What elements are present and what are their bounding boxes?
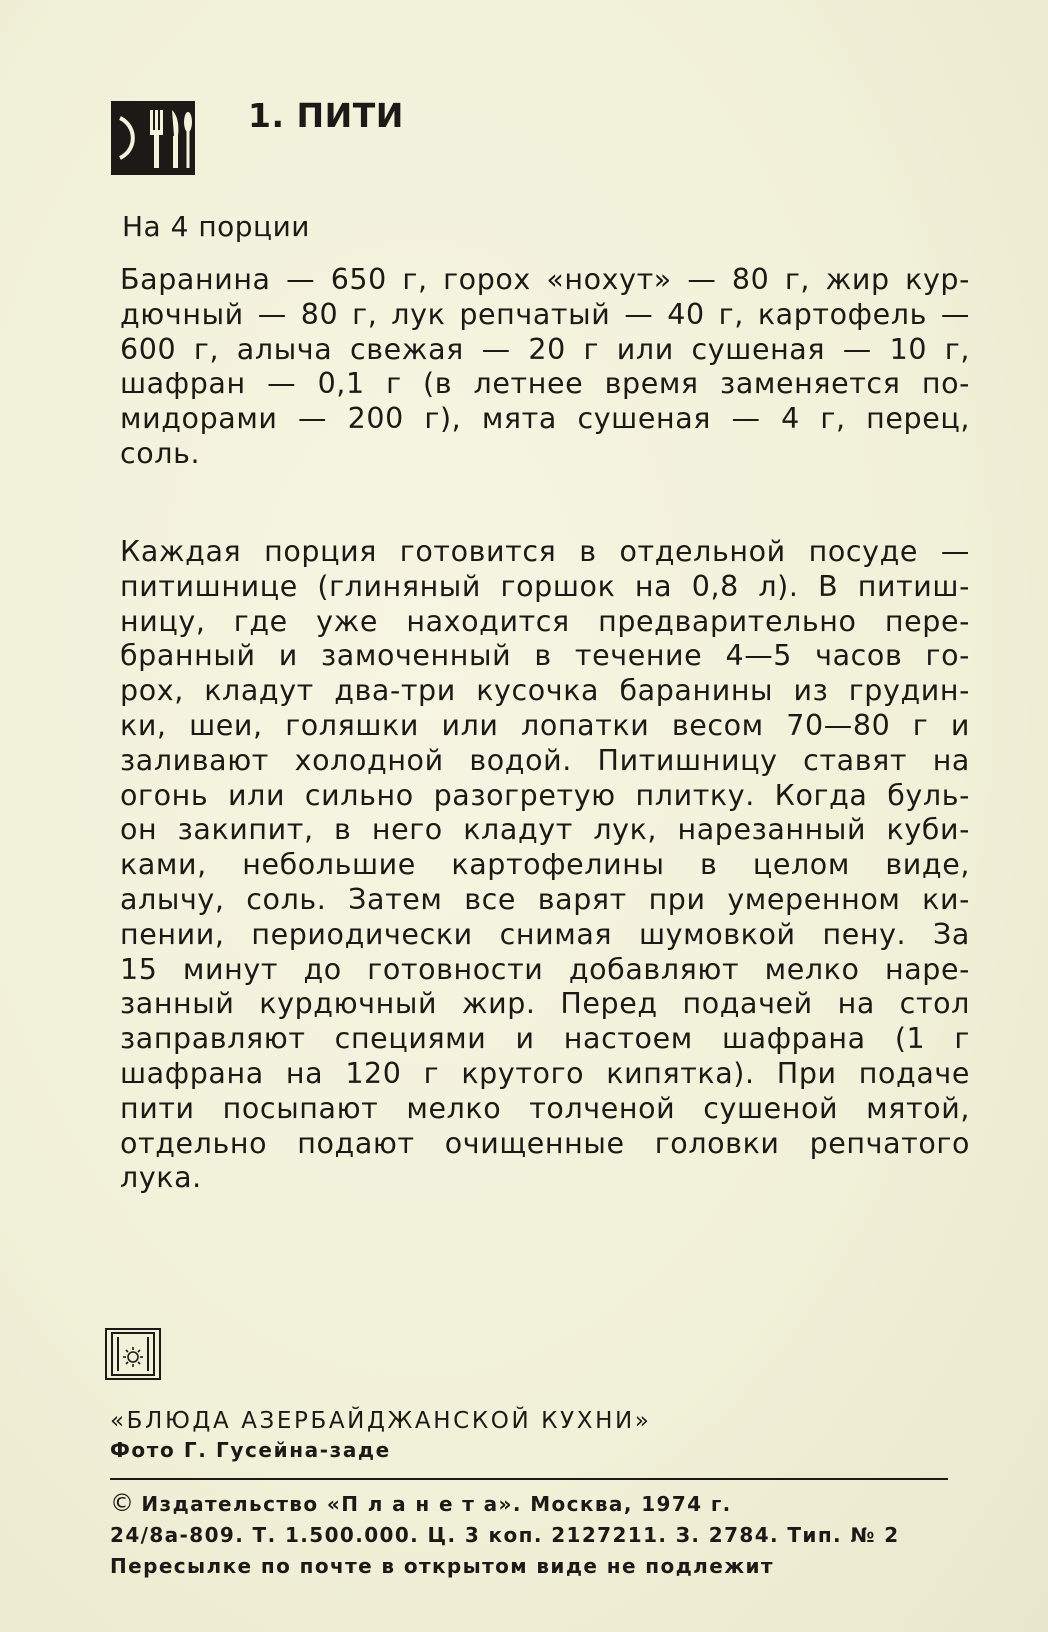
method-line: Каждая порция готовится в отдельной посуде —: [120, 535, 970, 568]
method-line: пении, периодически снимая шумовкой пену. За: [120, 917, 970, 951]
footer-divider: [110, 1478, 948, 1480]
ingredients-line: соль.: [120, 436, 201, 470]
publisher-text: Издательство «П л а н е т а». Москва, 1974 г.: [141, 1492, 732, 1516]
ingredients-line: Баранина — 650 г, горох «нохут» — 80 г, жир кур-: [120, 263, 970, 296]
method-line: шафрана на 120 г крутого кипятка). При подаче: [120, 1056, 970, 1090]
copyright-icon: ©: [110, 1489, 136, 1517]
method-line: отдельно подают очищенные головки репчатого: [120, 1126, 970, 1160]
method-line: заправляют специями и настоем шафрана (1 г: [120, 1022, 970, 1056]
method-line: ками, небольшие картофелины в целом виде,: [120, 848, 970, 882]
method-line: занный курдючный жир. Перед подачей на стол: [120, 987, 970, 1021]
series-title: «БЛЮДА АЗЕРБАЙДЖАНСКОЙ КУХНИ»: [110, 1408, 652, 1434]
mail-note: Пересылке по почте в открытом виде не подлежит: [110, 1554, 774, 1578]
ingredients-line: шафран — 0,1 г (в летнее время заменяется по-: [120, 367, 970, 401]
publisher-mark-icon: [104, 1325, 162, 1383]
ingredients-line: мидорами — 200 г), мята сушеная — 4 г, перец,: [120, 402, 970, 436]
method-line: лука.: [120, 1161, 202, 1195]
method-paragraph: [120, 535, 970, 1196]
method-line: он закипит, в него кладут лук, нарезанный куби-: [120, 813, 970, 847]
method-line: ки, шеи, голяшки или лопатки весом 70—80 г и: [120, 708, 970, 742]
ingredients-line: 600 г, алыча свежая — 20 г или сушеная — 10 г,: [120, 332, 970, 366]
method-line: ницу, где уже находится предварительно пере-: [120, 604, 970, 638]
method-line: рох, кладут два-три кусочка баранины из грудин-: [120, 674, 970, 708]
ingredients-line: дючный — 80 г, лук репчатый — 40 г, картофель —: [120, 297, 970, 331]
imprint-block: [110, 1488, 900, 1582]
recipe-title: 1. ПИТИ: [248, 96, 404, 135]
portions-text: На 4 порции: [122, 210, 310, 243]
method-line: пити посыпают мелко толченой сушеной мятой,: [120, 1091, 970, 1125]
method-line: 15 минут до готовности добавляют мелко наре-: [120, 952, 970, 986]
cutlery-logo-icon: [110, 100, 196, 176]
method-line: бранный и замоченный в течение 4—5 часов го-: [120, 639, 970, 673]
publisher-line: [110, 1488, 900, 1520]
print-info: 24/8а-809. Т. 1.500.000. Ц. 3 коп. 2127211. З. 2784. Тип. № 2: [110, 1523, 900, 1547]
method-line: заливают холодной водой. Питишницу ставят на: [120, 743, 970, 777]
method-line: огонь или сильно разогретую плитку. Когда буль-: [120, 778, 970, 812]
method-line: алычу, соль. Затем все варят при умеренном ки-: [120, 882, 970, 916]
method-line: питишнице (глиняный горшок на 0,8 л). В питиш-: [120, 569, 970, 603]
ingredients-paragraph: [120, 263, 970, 472]
photo-credit: Фото Г. Гусейна-заде: [110, 1438, 391, 1462]
